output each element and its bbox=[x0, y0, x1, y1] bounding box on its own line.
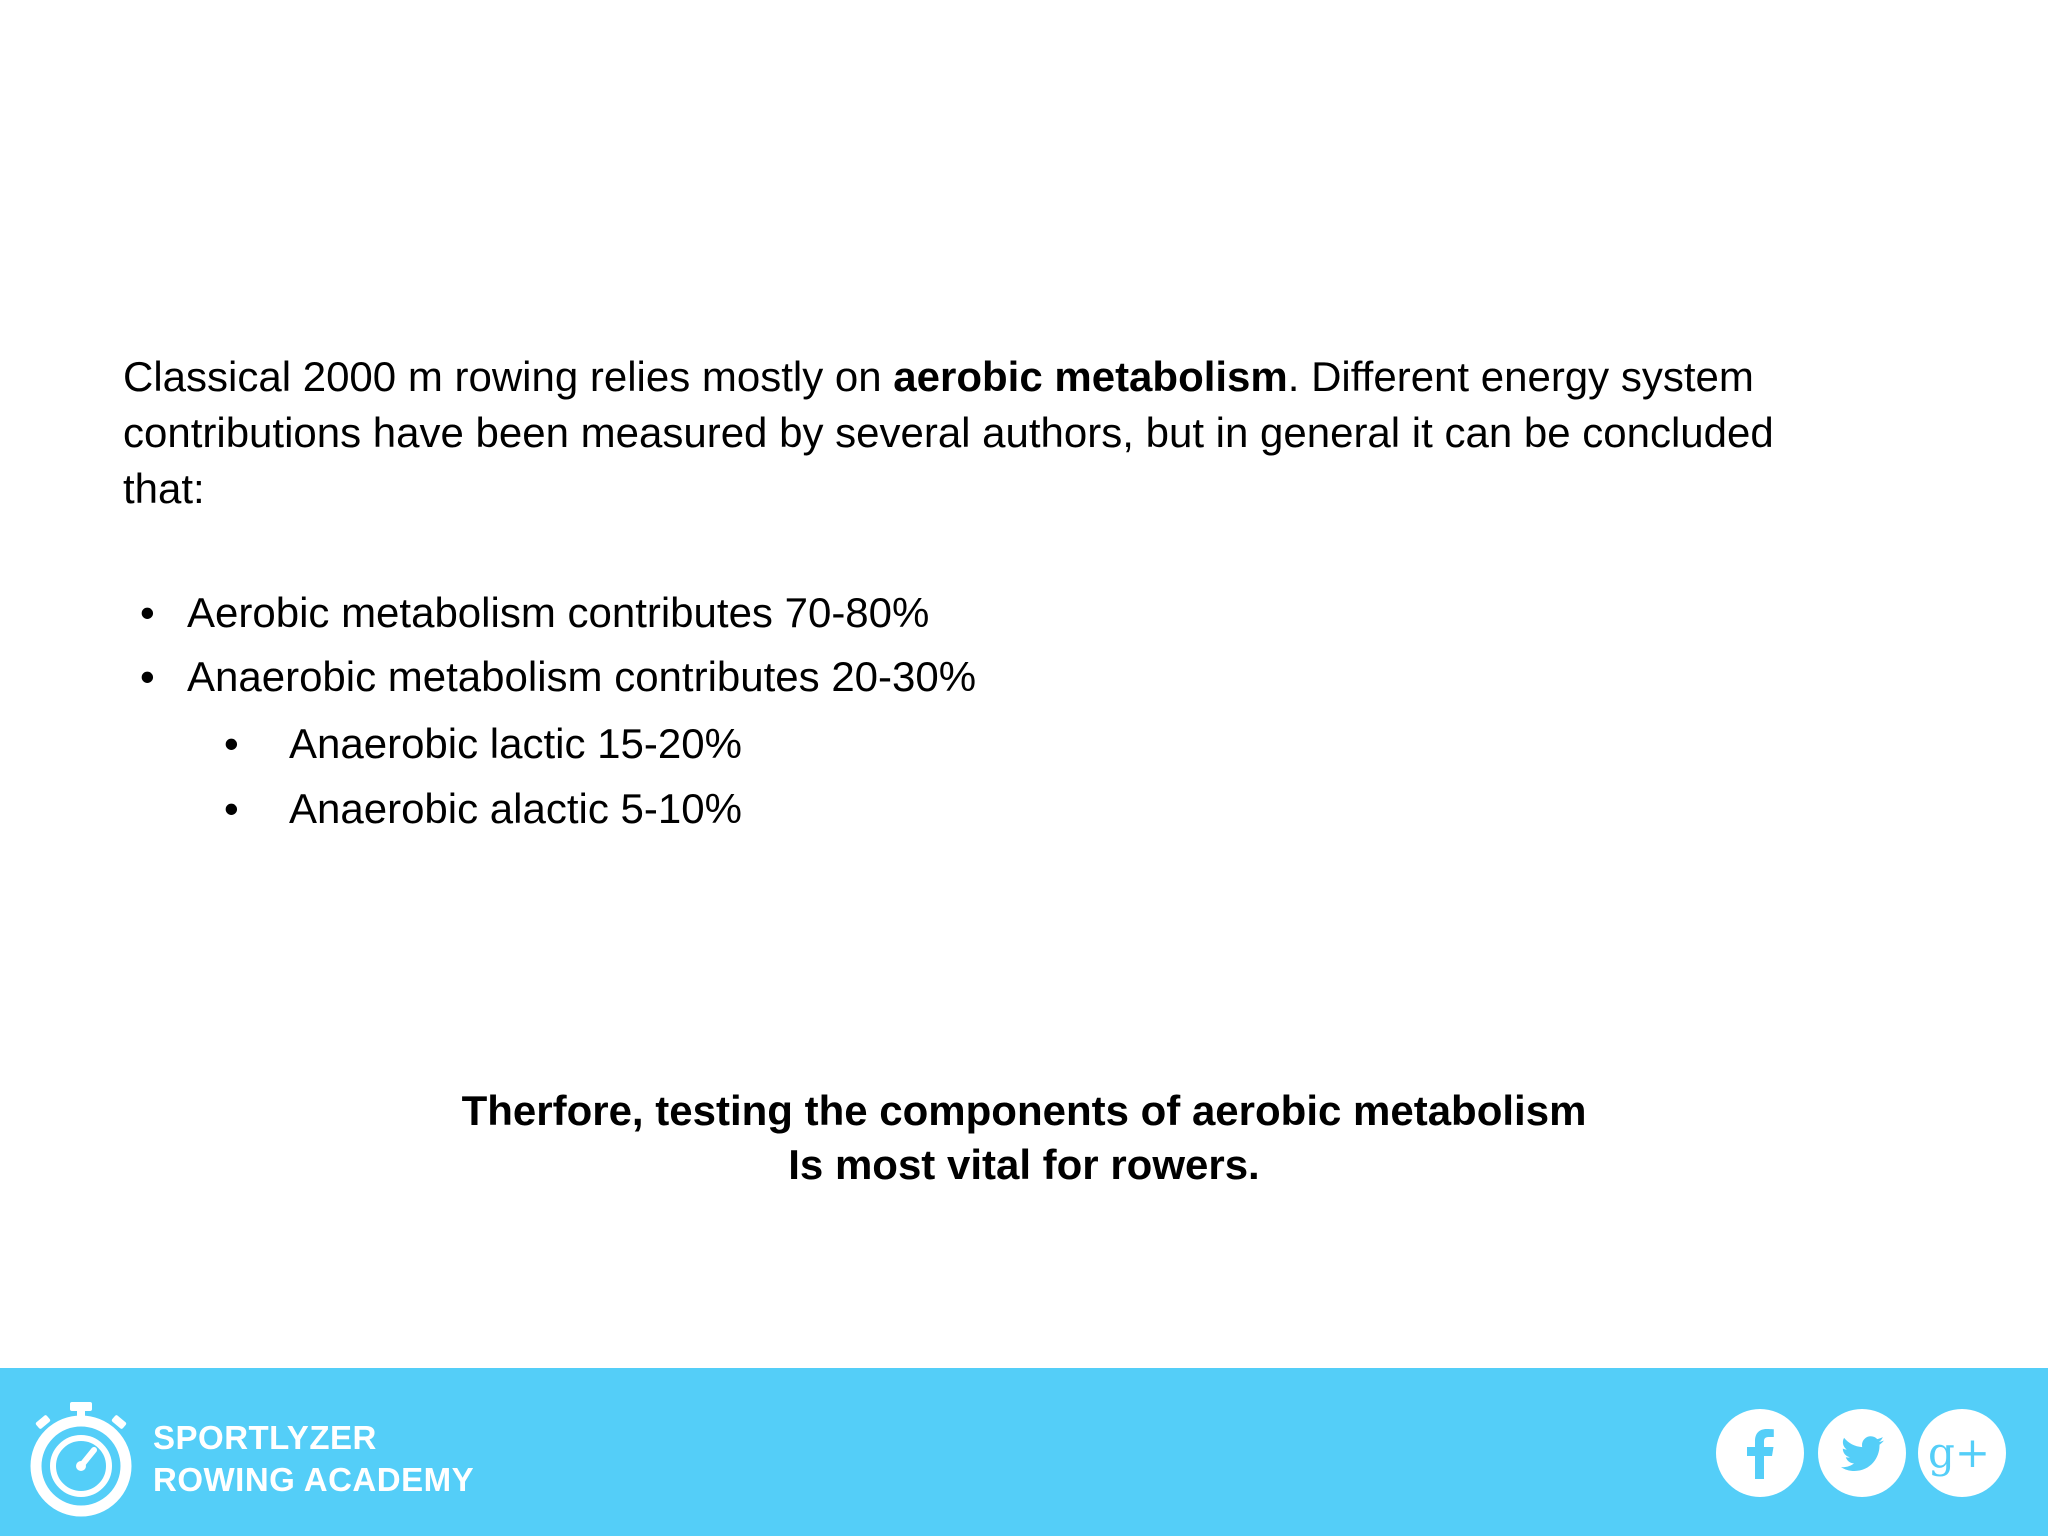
list-item-text: Anaerobic alactic 5-10% bbox=[289, 785, 742, 832]
bullet-marker: • bbox=[224, 785, 239, 832]
intro-text-line1-rest: . Different energy system bbox=[1287, 353, 1754, 400]
conclusion bbox=[0, 1084, 2048, 1192]
list-item-text: Aerobic metabolism contributes 70-80% bbox=[187, 589, 930, 636]
intro-text-line2: contributions have been measured by several authors, but in general it can be concluded bbox=[123, 409, 1774, 456]
intro-text-line3: that: bbox=[123, 465, 205, 512]
bullet-marker: • bbox=[224, 720, 239, 767]
brand-line1: SPORTLYZER bbox=[153, 1419, 377, 1456]
conclusion-line1: Therfore, testing the components of aerobic metabolism bbox=[461, 1087, 1587, 1134]
google-plus-icon bbox=[1918, 1409, 2006, 1497]
bullet-marker: • bbox=[140, 653, 155, 700]
stopwatch-icon bbox=[26, 1398, 136, 1518]
google-plus-glyph: g+ bbox=[1927, 1428, 1991, 1477]
intro-paragraph bbox=[123, 349, 1943, 517]
conclusion-line2: Is most vital for rowers. bbox=[788, 1141, 1260, 1188]
google-plus-button[interactable] bbox=[1918, 1409, 2006, 1497]
twitter-icon bbox=[1818, 1409, 1906, 1497]
footer-bar bbox=[0, 1368, 2048, 1536]
brand-line2: ROWING ACADEMY bbox=[153, 1461, 475, 1498]
brand-name bbox=[153, 1417, 474, 1501]
intro-bold-term: aerobic metabolism bbox=[893, 353, 1288, 400]
list-item-text: Anaerobic lactic 15-20% bbox=[289, 720, 742, 767]
facebook-icon bbox=[1716, 1409, 1804, 1497]
facebook-button[interactable] bbox=[1716, 1409, 1804, 1497]
bullet-marker: • bbox=[140, 589, 155, 636]
intro-text-start: Classical 2000 m rowing relies mostly on bbox=[123, 353, 894, 400]
twitter-button[interactable] bbox=[1818, 1409, 1906, 1497]
list-item-text: Anaerobic metabolism contributes 20-30% bbox=[187, 653, 977, 700]
